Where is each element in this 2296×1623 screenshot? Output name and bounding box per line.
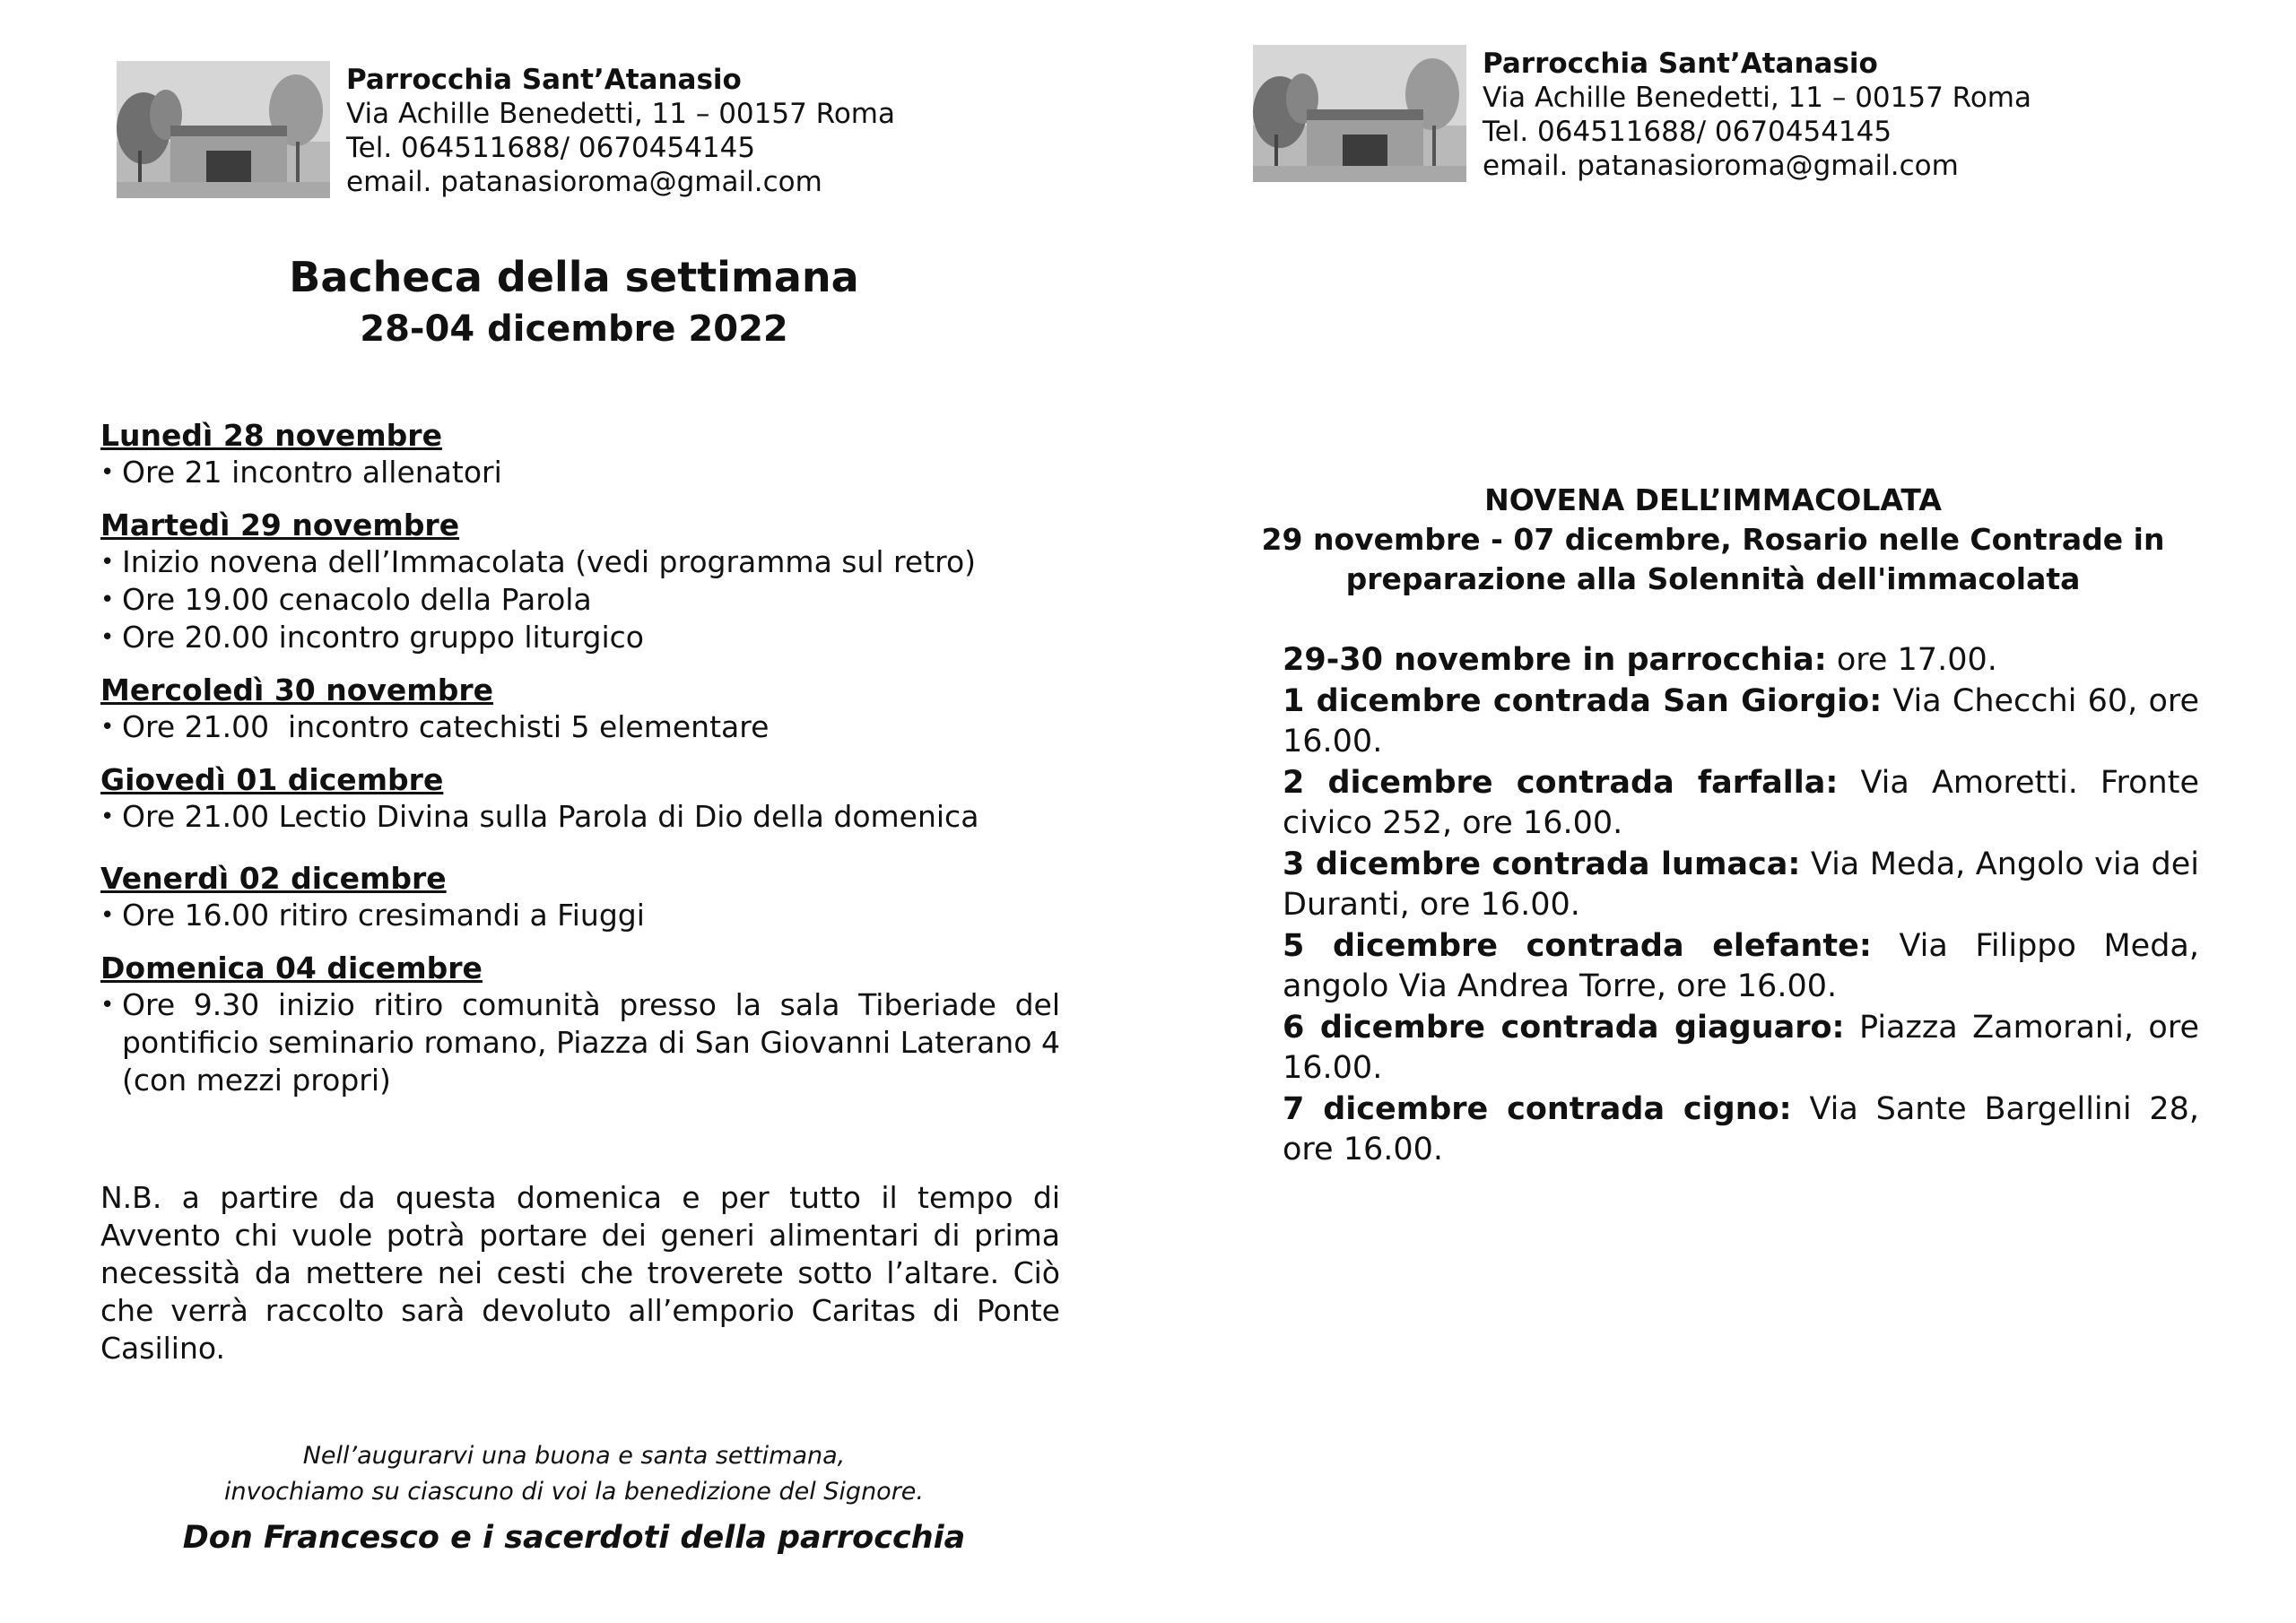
contrade-schedule <box>1283 640 2199 1171</box>
day-heading: Lunedì 28 novembre <box>100 418 442 453</box>
bullet-icon: • <box>100 714 115 741</box>
day-section <box>100 762 1060 836</box>
contrada-label: 29-30 novembre in parrocchia: <box>1283 642 1827 678</box>
contrada-detail: Via Filippo Meda, angolo Via Andrea Torre, ore 16.00. <box>1283 927 2199 1004</box>
contrada-label: 1 dicembre contrada San Giorgio: <box>1283 682 1883 719</box>
contrada-entry <box>1283 1089 2199 1171</box>
parish-email: email. patanasioroma@gmail.com <box>1483 150 1959 182</box>
event-text: Ore 16.00 ritiro cresimandi a Fiuggi <box>122 898 645 933</box>
contrada-label: 6 dicembre contrada giaguaro: <box>1283 1009 1845 1046</box>
contrada-detail: Piazza Zamorani, ore 16.00. <box>1283 1009 2199 1086</box>
weekly-schedule <box>100 418 1060 1115</box>
novena-title: NOVENA DELL’IMMACOLATA <box>1484 482 1942 517</box>
parish-name: Parrocchia Sant’Atanasio <box>346 64 742 96</box>
church-logo-image <box>1253 45 1466 182</box>
day-heading: Venerdì 02 dicembre <box>100 861 447 896</box>
contrada-detail: Via Meda, Angolo via dei Duranti, ore 16.00. <box>1283 846 2199 923</box>
bullet-icon: • <box>100 459 115 486</box>
event-item <box>100 543 1060 581</box>
day-section <box>100 950 1060 1099</box>
parish-header-left <box>117 61 895 199</box>
parish-phone: Tel. 064511688/ 0670454145 <box>346 132 756 164</box>
day-heading: Martedì 29 novembre <box>100 508 460 542</box>
contrada-detail: Via Amoretti. Fronte civico 252, ore 16.00. <box>1283 764 2199 841</box>
parish-phone: Tel. 064511688/ 0670454145 <box>1483 116 1892 148</box>
day-heading: Giovedì 01 dicembre <box>100 762 444 797</box>
parish-email: email. patanasioroma@gmail.com <box>346 166 822 198</box>
event-text: Inizio novena dell’Immacolata (vedi programma sul retro) <box>122 544 977 579</box>
event-item <box>100 619 1060 656</box>
contrada-label: 3 dicembre contrada lumaca: <box>1283 846 1801 882</box>
event-item <box>100 581 1060 619</box>
contrada-detail: ore 17.00. <box>1826 642 1997 678</box>
event-text: Ore 9.30 inizio ritiro comunità presso la sala Tiberiade del pontificio seminario romano, Piazza di San Giovanni Laterano 4 (con mezzi propri) <box>122 987 1060 1098</box>
day-heading: Domenica 04 dicembre <box>100 950 483 985</box>
event-text: Ore 21 incontro allenatori <box>122 455 502 490</box>
parish-contact-right <box>1483 47 2031 183</box>
event-text: Ore 20.00 incontro gruppo liturgico <box>122 620 644 655</box>
day-section <box>100 508 1060 656</box>
avvento-note: N.B. a partire da questa domenica e per tutto il tempo di Avvento chi vuole potrà portare dei generi alimentari di prima necessità da mettere nei cesti che troverete sotto l’altare. Ciò che verrà raccolto sarà devoluto all’emporio Caritas di Ponte Casilino. <box>100 1180 1060 1366</box>
bullet-icon: • <box>100 902 115 929</box>
contrada-detail: Via Checchi 60, ore 16.00. <box>1283 682 2200 759</box>
event-item <box>100 986 1060 1099</box>
day-section <box>100 673 1060 746</box>
contrada-entry <box>1283 763 2199 845</box>
bulletin-dates: 28-04 dicembre 2022 <box>360 308 788 350</box>
parish-contact-left <box>346 63 895 199</box>
closing-signature: Don Francesco e i sacerdoti della parrocchia <box>182 1520 966 1556</box>
parish-address: Via Achille Benedetti, 11 – 00157 Roma <box>1483 82 2031 114</box>
novena-subtitle: 29 novembre - 07 dicembre, Rosario nelle Contrade in preparazione alla Solennità dell'immacolata <box>1261 522 2165 596</box>
day-section <box>100 418 1060 491</box>
contrada-entry <box>1283 1008 2199 1089</box>
event-text: Ore 21.00 incontro catechisti 5 elementare <box>122 709 770 744</box>
novena-heading-block <box>1247 481 2179 599</box>
event-item <box>100 454 1060 491</box>
closing-line-2: invochiamo su ciascuno di voi la benedizione del Signore. <box>224 1478 924 1506</box>
contrada-label: 5 dicembre contrada elefante: <box>1283 927 1872 964</box>
bullet-icon: • <box>100 992 115 1019</box>
contrada-label: 2 dicembre contrada farfalla: <box>1283 764 1839 801</box>
bulletin-title: Bacheca della settimana <box>289 253 859 301</box>
event-item <box>100 708 1060 746</box>
contrada-label: 7 dicembre contrada cigno: <box>1283 1090 1792 1127</box>
contrada-detail: Via Sante Bargellini 28, ore 16.00. <box>1283 1090 2199 1167</box>
contrada-entry <box>1283 845 2199 926</box>
event-text: Ore 19.00 cenacolo della Parola <box>122 582 592 617</box>
closing-line-1: Nell’augurarvi una buona e santa settimana, <box>302 1442 846 1470</box>
bullet-icon: • <box>100 549 115 576</box>
event-item <box>100 798 1060 836</box>
day-heading: Mercoledì 30 novembre <box>100 673 493 707</box>
day-section <box>100 861 1060 934</box>
event-item <box>100 897 1060 934</box>
event-text: Ore 21.00 Lectio Divina sulla Parola di Dio della domenica <box>122 799 979 834</box>
contrada-entry <box>1283 926 2199 1008</box>
contrada-entry <box>1283 681 2199 763</box>
bullet-icon: • <box>100 624 115 651</box>
closing-block <box>0 1438 1148 1560</box>
contrada-entry <box>1283 640 2199 681</box>
parish-header-right <box>1253 45 2031 183</box>
church-logo-image <box>117 61 330 198</box>
right-page <box>1148 0 2296 1623</box>
bullet-icon: • <box>100 803 115 830</box>
bullet-icon: • <box>100 586 115 613</box>
parish-name: Parrocchia Sant’Atanasio <box>1483 48 1878 80</box>
parish-address: Via Achille Benedetti, 11 – 00157 Roma <box>346 98 895 130</box>
bulletin-title-block <box>0 251 1148 352</box>
